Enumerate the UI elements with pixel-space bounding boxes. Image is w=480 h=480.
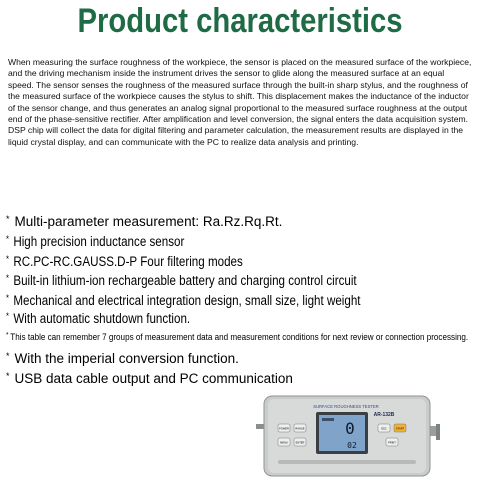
feature-item xyxy=(6,332,469,342)
description-paragraph: When measuring the surface roughness of the workpiece, the sensor is placed on the measured surface of the workpiece, and the driving mechanism inside the instrument drives the sensor to glide along the measured surface at an equal speed. The sensor senses the roughness of the measured surface through the built-in sharp stylus, and the roughness of the measured surface of the workpiece causes the stylus to shift. This displacement makes the inductance of the inductor of the sensor change, and thus generates an analog signal proportional to the measured surface roughness at the output end of the phase-sensitive rectifier. After amplification and level conversion, the signal enters the data acquisition system. DSP chip will collect the data for digital filtering and parameter calculation, the measurement results are displayed in the liquid crystal display, and can communicate with the PC to realize data analysis and printing. xyxy=(8,57,472,147)
lcd-sub-value: 02 xyxy=(347,441,357,450)
bullet-star: * xyxy=(6,293,10,303)
device-model: AR-132B xyxy=(373,412,395,418)
device-label: SURFACE ROUGHNESS TESTER xyxy=(313,404,379,409)
start-button-label: START xyxy=(395,427,405,431)
esc-button-label: ESC xyxy=(381,427,387,431)
feature-item xyxy=(6,293,410,308)
power-button-label: POWER xyxy=(279,427,289,431)
device-grip xyxy=(278,460,416,464)
print-button-label: PRINT xyxy=(388,441,396,445)
feature-text: Mechanical and electrical integration design, small size, light weight xyxy=(13,293,361,308)
connector-cap xyxy=(436,424,440,440)
feature-text: With the imperial conversion function. xyxy=(14,351,239,366)
feature-text: This table can remember 7 groups of measurement data and measurement conditions for next review or connection processing. xyxy=(10,332,469,342)
feature-item xyxy=(6,273,410,288)
feature-text: Multi-parameter measurement: Ra.Rz.Rq.Rt. xyxy=(14,214,283,229)
page-title: Product characteristics xyxy=(77,2,403,40)
feature-item xyxy=(6,371,476,386)
bullet-star: * xyxy=(6,254,10,264)
bullet-star: * xyxy=(6,273,10,283)
bullet-star: * xyxy=(6,214,10,224)
bullet-star: * xyxy=(6,371,10,381)
feature-text: With automatic shutdown function. xyxy=(13,311,191,326)
bullet-star: * xyxy=(6,234,10,244)
lcd-main-value: 0 xyxy=(345,419,355,438)
feature-item xyxy=(6,311,410,326)
feature-text: USB data cable output and PC communication xyxy=(14,371,293,386)
feature-text: High precision inductance sensor xyxy=(13,234,185,249)
stylus-tip xyxy=(256,424,264,429)
feature-item xyxy=(6,351,476,366)
range-button-label: RANGE xyxy=(295,427,305,431)
bullet-star: * xyxy=(6,332,9,339)
roughness-tester-image xyxy=(254,386,444,478)
bullet-star: * xyxy=(6,311,10,321)
feature-text: Built-in lithium-ion rechargeable battery and charging control circuit xyxy=(13,273,357,288)
menu-button-label: MENU xyxy=(280,441,288,445)
feature-item xyxy=(6,234,410,249)
lcd-indicator xyxy=(322,418,334,421)
bullet-star: * xyxy=(6,351,10,361)
feature-item xyxy=(6,214,476,229)
enter-button-label: ENTER xyxy=(295,441,305,445)
feature-text: RC.PC-RC.GAUSS.D-P Four filtering modes xyxy=(13,254,243,269)
feature-item xyxy=(6,254,410,269)
